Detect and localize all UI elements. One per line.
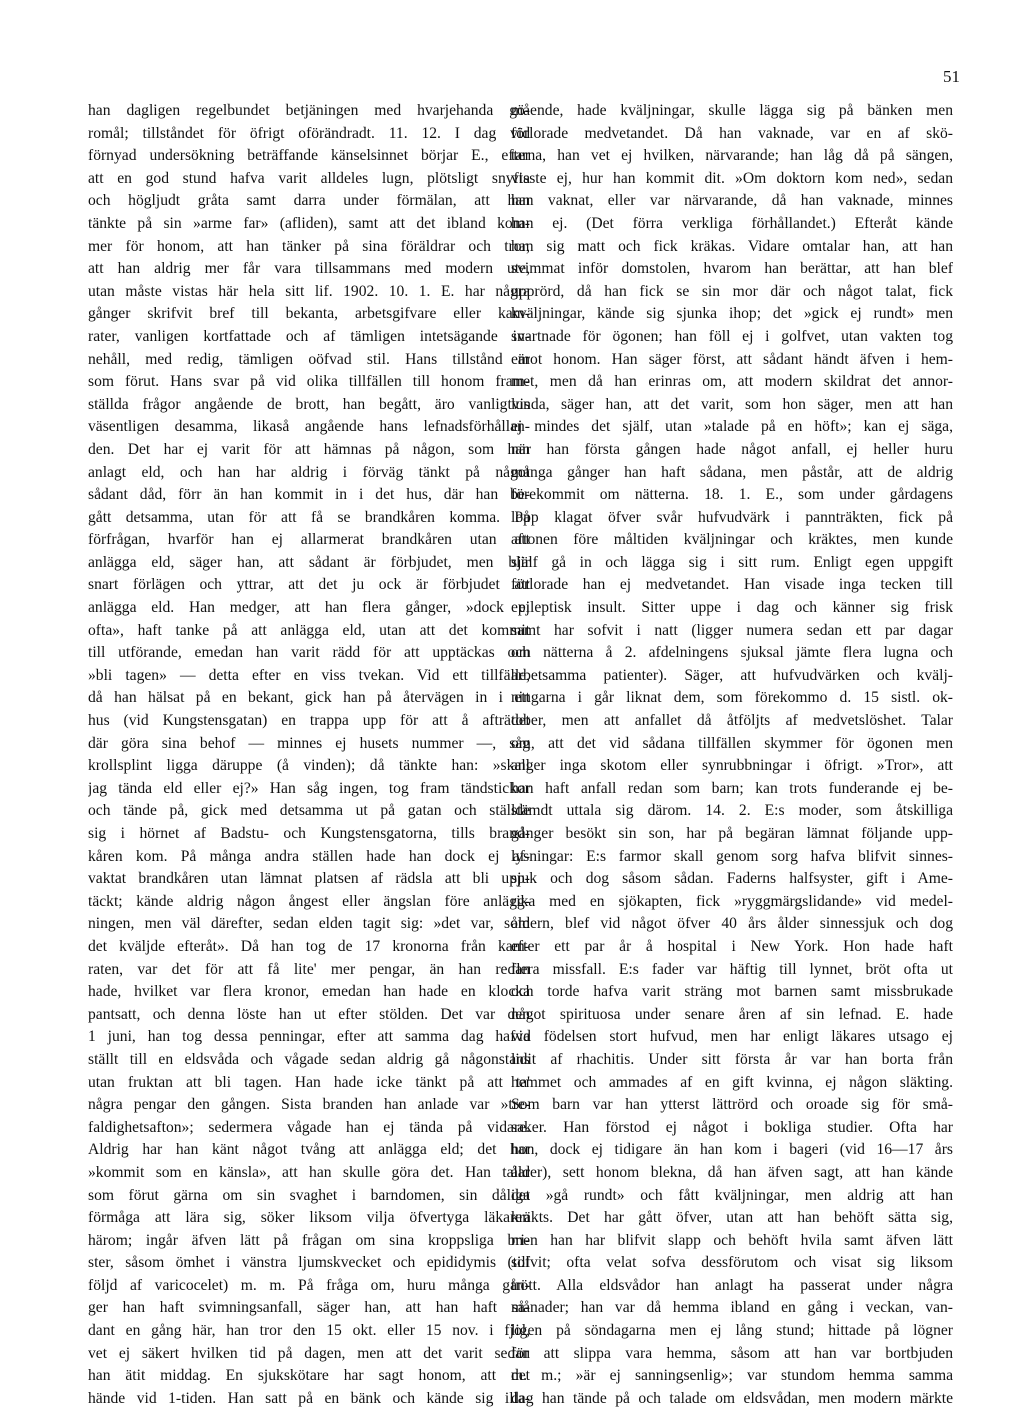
text-line: ställda frågor angående de brott, han begått, äro vanligtvis — [88, 395, 530, 413]
text-line: sig i hörnet af Badstu- och Kungstensgatorna, tills brand- — [88, 825, 530, 842]
text-line: vaktat brandkåren utan lämnat platsen af rädsla att bli upp- — [88, 870, 530, 888]
text-line: och torde hafva varit sträng mot barnen samt missbrukade — [511, 983, 953, 1001]
text-line: följd af varicocelet) m. m. På fråga om, huru många gån- — [88, 1276, 530, 1294]
text-line: åldern, blef vid något öfver 40 års ålder sinnessjuk och dog — [511, 915, 953, 933]
text-line: vet ej säkert hvilken tid på dagen, men att det varit sedan — [88, 1344, 530, 1362]
text-line: ställt till en eldsvåda och vågade sedan aldrig gå någonstans — [88, 1050, 530, 1068]
text-line: några pengar den gången. Sista branden han anlade var »tre- — [88, 1096, 530, 1114]
text-line: det »gå rundt» och fått kväljningar, men aldrig att han — [511, 1186, 953, 1204]
text-line: kåren kom. På många andra ställen hade han dock ej af- — [88, 847, 530, 865]
text-line: kräkts. Det har gått öfver, utan att han behöft sätta sig, — [511, 1209, 953, 1227]
text-line: som förut gärna om sin svaghet i barndomen, sin dåliga — [88, 1186, 530, 1204]
text-line: för att slippa vara hemma, såsom att han var bortbjuden — [511, 1344, 953, 1362]
text-line: flera missfall. E:s fader var häftig till lynnet, bröt ofta ut — [511, 960, 953, 978]
text-line: lopp klagat öfver svår hufvudvärk i pannträkten, fick på — [511, 508, 953, 526]
text-line: förlorade medvetandet. Då han vaknade, var en af skö- — [511, 124, 953, 142]
text-line: nehåll, med redig, tämligen oöfvad stil. Hans tillstånd är — [88, 350, 530, 368]
text-line: krollsplint ligga däruppe (å vinden); då tänkte han: »skall — [88, 757, 530, 775]
text-line: romål; tillståndet för öfrigt oförändradt. 11. 12. I dag vid — [88, 124, 530, 142]
right-column — [511, 100, 953, 1410]
text-line: kväljningar, kände sig sjunka ihop; det »gick ej rundt» men — [511, 305, 953, 323]
text-line: sådant dåd, förr än han kommit in i det hus, där han be- — [88, 486, 530, 504]
page-number: 51 — [943, 67, 960, 86]
text-line: saker. Han förstod ej något i bokliga studier. Ofta har — [511, 1118, 953, 1136]
text-line: jag tända eld eller ej?» Han såg ingen, tog fram tändstickor — [88, 779, 530, 797]
text-line: anger inga skotom eller synrubbningar i öfrigt. »Tror», att — [511, 757, 953, 775]
text-line: m. m.; »är ej sanningsenlig»; var stundom hemma samma — [511, 1367, 953, 1385]
text-line: »bli tagen» — detta efter en viss tvekan. Vid ett tillfälle, — [88, 666, 530, 684]
text-line: förekommit om nätterna. 18. 1. E., som under gårdagens — [511, 486, 953, 504]
text-line: men han har blifvit slapp och behöft hvila samt äfven lätt — [511, 1231, 953, 1249]
text-line: att en god stund hafva varit alldeles lugn, plötsligt snyfta — [88, 169, 530, 187]
text-line: något spirituosa under senare åren af sin lefnad. E. hade — [511, 1005, 953, 1023]
text-line: mående, hade kväljningar, skulle lägga sig på bänken men — [511, 102, 953, 119]
text-line: många gånger han haft sådana, men påstår, att de aldrig — [511, 463, 953, 481]
text-line: han vaknat, eller var närvarande, då han vaknade, minnes — [511, 192, 953, 210]
text-line: lidit af rhachitis. Under sitt första år var han borta från — [511, 1050, 953, 1068]
text-line: ningarna i går liknat dem, som förekommo d. 15 sistl. ok- — [511, 689, 953, 707]
text-line: snart förlägen och yttrar, att det ju ock är förbjudet att — [88, 576, 530, 594]
text-line: rater, vanligen kortfattade och af tämligen intetsägande in- — [88, 327, 530, 345]
text-line: samt har sofvit i natt (ligger numera sedan ett par dagar — [511, 621, 953, 639]
text-line: att han aldrig mer får vara tillsammans med modern ute, — [88, 260, 530, 278]
text-line: gånger skrifvit bref till bekanta, arbetsgifvare eller kam- — [88, 305, 530, 323]
text-line: rika med en sjökapten, fick »ryggmärgslidande» vid medel- — [511, 892, 953, 910]
text-line: till utförande, emedan han varit rädd för att upptäckas och — [88, 644, 530, 662]
text-line: »kommit som en känsla», att han skulle göra det. Han talar — [88, 1163, 530, 1181]
text-line: förmåga att lära sig, söker liksom vilja öfvertyga läkaren — [88, 1209, 530, 1227]
text-line: täckt; kände aldrig någon ångest eller ängslan före anlägg- — [88, 892, 530, 910]
text-line: gånger besökt sin son, har på begäran lämnat följande upp- — [511, 825, 953, 842]
text-line: aftonen före måltiden kväljningar och kräktes, men kunde — [511, 531, 953, 549]
text-line: raten, var det för att få lite' mer pengar, än han redan — [88, 960, 530, 978]
text-line: om nätterna å 2. afdelningens sjuksal jämte flera lugna och — [511, 644, 953, 662]
text-line: väsentligen desamma, likaså angående hans lefnadsförhållan- — [88, 418, 530, 436]
text-line: utan måste vistas här hela sitt lif. 1902. 10. 1. E. har några — [88, 282, 530, 300]
text-line: som förut. Hans svar på vid olika tillfällen till honom fram- — [88, 373, 530, 391]
text-line: tober, men att anfallet då åtföljts af medvetslöshet. Talar — [511, 712, 953, 730]
text-line: emot honom. Han säger först, att sådant händt äfven i hem- — [511, 350, 953, 368]
text-line: han dagligen regelbundet betjäningen med hvarjehanda gö- — [88, 102, 530, 119]
text-line: härom; ingår äfven lätt på frågan om sina kroppsliga bri- — [88, 1231, 530, 1249]
text-line: han ätit middag. En sjukskötare har sagt honom, att det — [88, 1367, 530, 1385]
text-line: lunda, säger han, att det varit, som hon säger, men att han — [511, 395, 953, 413]
text-line: han haft anfall redan som barn; kan trots funderande ej be- — [511, 779, 953, 797]
text-line: dag han tände på och talade om eldsvådan, men modern märkte — [511, 1389, 953, 1407]
text-line: pantsatt, och denna löste han ut efter stölden. Det var den — [88, 1005, 530, 1023]
text-line: förlorade han ej medvetandet. Han visade inga tecken till — [511, 576, 953, 594]
text-line: trött. Alla eldsvådor han anlagt ha passerat under några — [511, 1276, 953, 1294]
text-line: hus (vid Kungstensgatan) en trappa upp för att å afträdet — [88, 712, 530, 730]
text-line: gått detsamma, utan för att få se brandkåren komma. På — [88, 508, 530, 526]
text-line: tänkte på sin »arme far» (afliden), samt att det ibland kom- — [88, 214, 530, 232]
text-line: svartnade för ögonen; han föll ej i golfvet, utan vakten tog — [511, 327, 953, 345]
text-line: förnyad undersökning beträffande känselsinnet börjar E., efter — [88, 147, 530, 165]
text-line: ger han haft svimningsanfall, säger han, att han haft så- — [88, 1299, 530, 1317]
text-line: hände vid 1-tiden. Han satt på en bänk och kände sig illa- — [88, 1389, 530, 1407]
text-line: där göra sina behof — minnes ej husets nummer —, såg — [88, 734, 530, 752]
text-line: tarna, han vet ej hvilken, närvarande; han låg då på sängen, — [511, 147, 953, 165]
text-line: den. Det har ej varit för att hämnas på någon, som han — [88, 440, 530, 458]
text-line: hon, dock ej tidigare än han kom i bageri (vid 16—17 års — [511, 1141, 953, 1159]
text-line: när han första gången hade något anfall, ej heller huru — [511, 440, 953, 458]
text-line: svimmat inför domstolen, hvarom han berättar, att han blef — [511, 260, 953, 278]
text-line: Aldrig har han känt något tvång att anlägga eld; det har — [88, 1141, 530, 1159]
text-line: han ej. (Det förra verkliga förhållandet.) Efteråt kände — [511, 214, 953, 232]
text-line: ej mindes det själf, utan »talade på en höft»; kan ej säga, — [511, 418, 953, 436]
text-line: efter ett par år å hospital i New York. Hon hade haft — [511, 937, 953, 955]
text-line: arbetsamma patienter). Säger, att hufvudvärken och kvälj- — [511, 666, 953, 684]
text-line: epileptisk insult. Sitter uppe i dag och känner sig frisk — [511, 599, 953, 617]
left-column — [88, 100, 530, 1410]
text-line: ligen på söndagarna men ej lång stund; hittade på lögner — [511, 1322, 953, 1340]
text-line: och högljudt gråta samt darra under förmälan, att han — [88, 192, 530, 210]
text-line: Som barn var han ytterst lättrörd och oroade sig för små- — [511, 1096, 953, 1114]
text-line: sofvit; ofta velat sofva dessförutom och visat sig liksom — [511, 1254, 953, 1272]
text-line: visste ej, hur han kommit dit. »Om doktorn kom ned», sedan — [511, 169, 953, 187]
text-line: vid födelsen stort hufvud, men har enligt läkares utsago ej — [511, 1028, 953, 1046]
text-line: upprörd, då han fick se sin mor där och något talat, fick — [511, 282, 953, 300]
text-line: utan fruktan att bli tagen. Han hade icke tänkt på att ta' — [88, 1073, 530, 1091]
text-line: hade, hvilket var flera kronor, emedan han hade en klocka — [88, 983, 530, 1001]
text-line: hemmet och ammades af en gift kvinna, ej någon släkting. — [511, 1073, 953, 1091]
text-line: dant en gång här, han tror den 15 okt. eller 15 nov. i fjol, — [88, 1322, 530, 1340]
text-line: 1 juni, han tog dessa penningar, efter att samma dag hafva — [88, 1028, 530, 1046]
text-line: om, att det vid sådana tillfällen skymmer för ögonen men — [511, 734, 953, 752]
text-line: ålder), sett honom blekna, då han äfven sagt, att han kände — [511, 1163, 953, 1181]
text-line: met, men då han erinras om, att modern skildrat det annor- — [511, 373, 953, 391]
text-line: lysningar: E:s farmor skall genom sorg hafva blifvit sinnes- — [511, 847, 953, 865]
text-line: själf gå in och lägga sig i sitt rum. Enligt egen uppgift — [511, 553, 953, 571]
text-line: ofta», haft tanke på att anlägga eld, utan att det kommit — [88, 621, 530, 639]
text-line: då han hälsat på en bekant, gick han på återvägen in i ett — [88, 689, 530, 707]
text-line: han sig matt och fick kräkas. Vidare omtalar han, att han — [511, 237, 953, 255]
text-line: förfrågan, hvarför han ej allarmerat brandkåren utan att — [88, 531, 530, 549]
text-line: och tände på, gick med detsamma ut på gatan och ställde — [88, 802, 530, 820]
text-line: det kväljde efteråt». Då han tog de 17 kronorna från kam- — [88, 937, 530, 955]
text-line: faldighetsafton»; sedermera vågade han ej tända på vidare. — [88, 1118, 530, 1136]
text-line: anlägga eld, säger han, att sådant är förbjudet, men blir — [88, 553, 530, 571]
text-line: ningen, men väl därefter, sedan elden tagit sig: »det var, som — [88, 915, 530, 933]
text-line: månader; han var då hemma ibland en gång i veckan, van- — [511, 1299, 953, 1317]
text-line: ster, såsom ömhet i vänstra ljumskvecket och epididymis (till — [88, 1254, 530, 1272]
text-line: sjuk och dog såsom sådan. Faderns halfsyster, gift i Ame- — [511, 870, 953, 888]
text-line: anlagt eld, och han har aldrig i förväg tänkt på något — [88, 463, 530, 481]
text-line: anlägga eld. Han medger, att han flera gånger, »dock ej — [88, 599, 530, 617]
text-line: mer för honom, att han tänker på sina föräldrar och tror, — [88, 237, 530, 255]
text-line: stämdt uttala sig därom. 14. 2. E:s moder, som åtskilliga — [511, 802, 953, 820]
